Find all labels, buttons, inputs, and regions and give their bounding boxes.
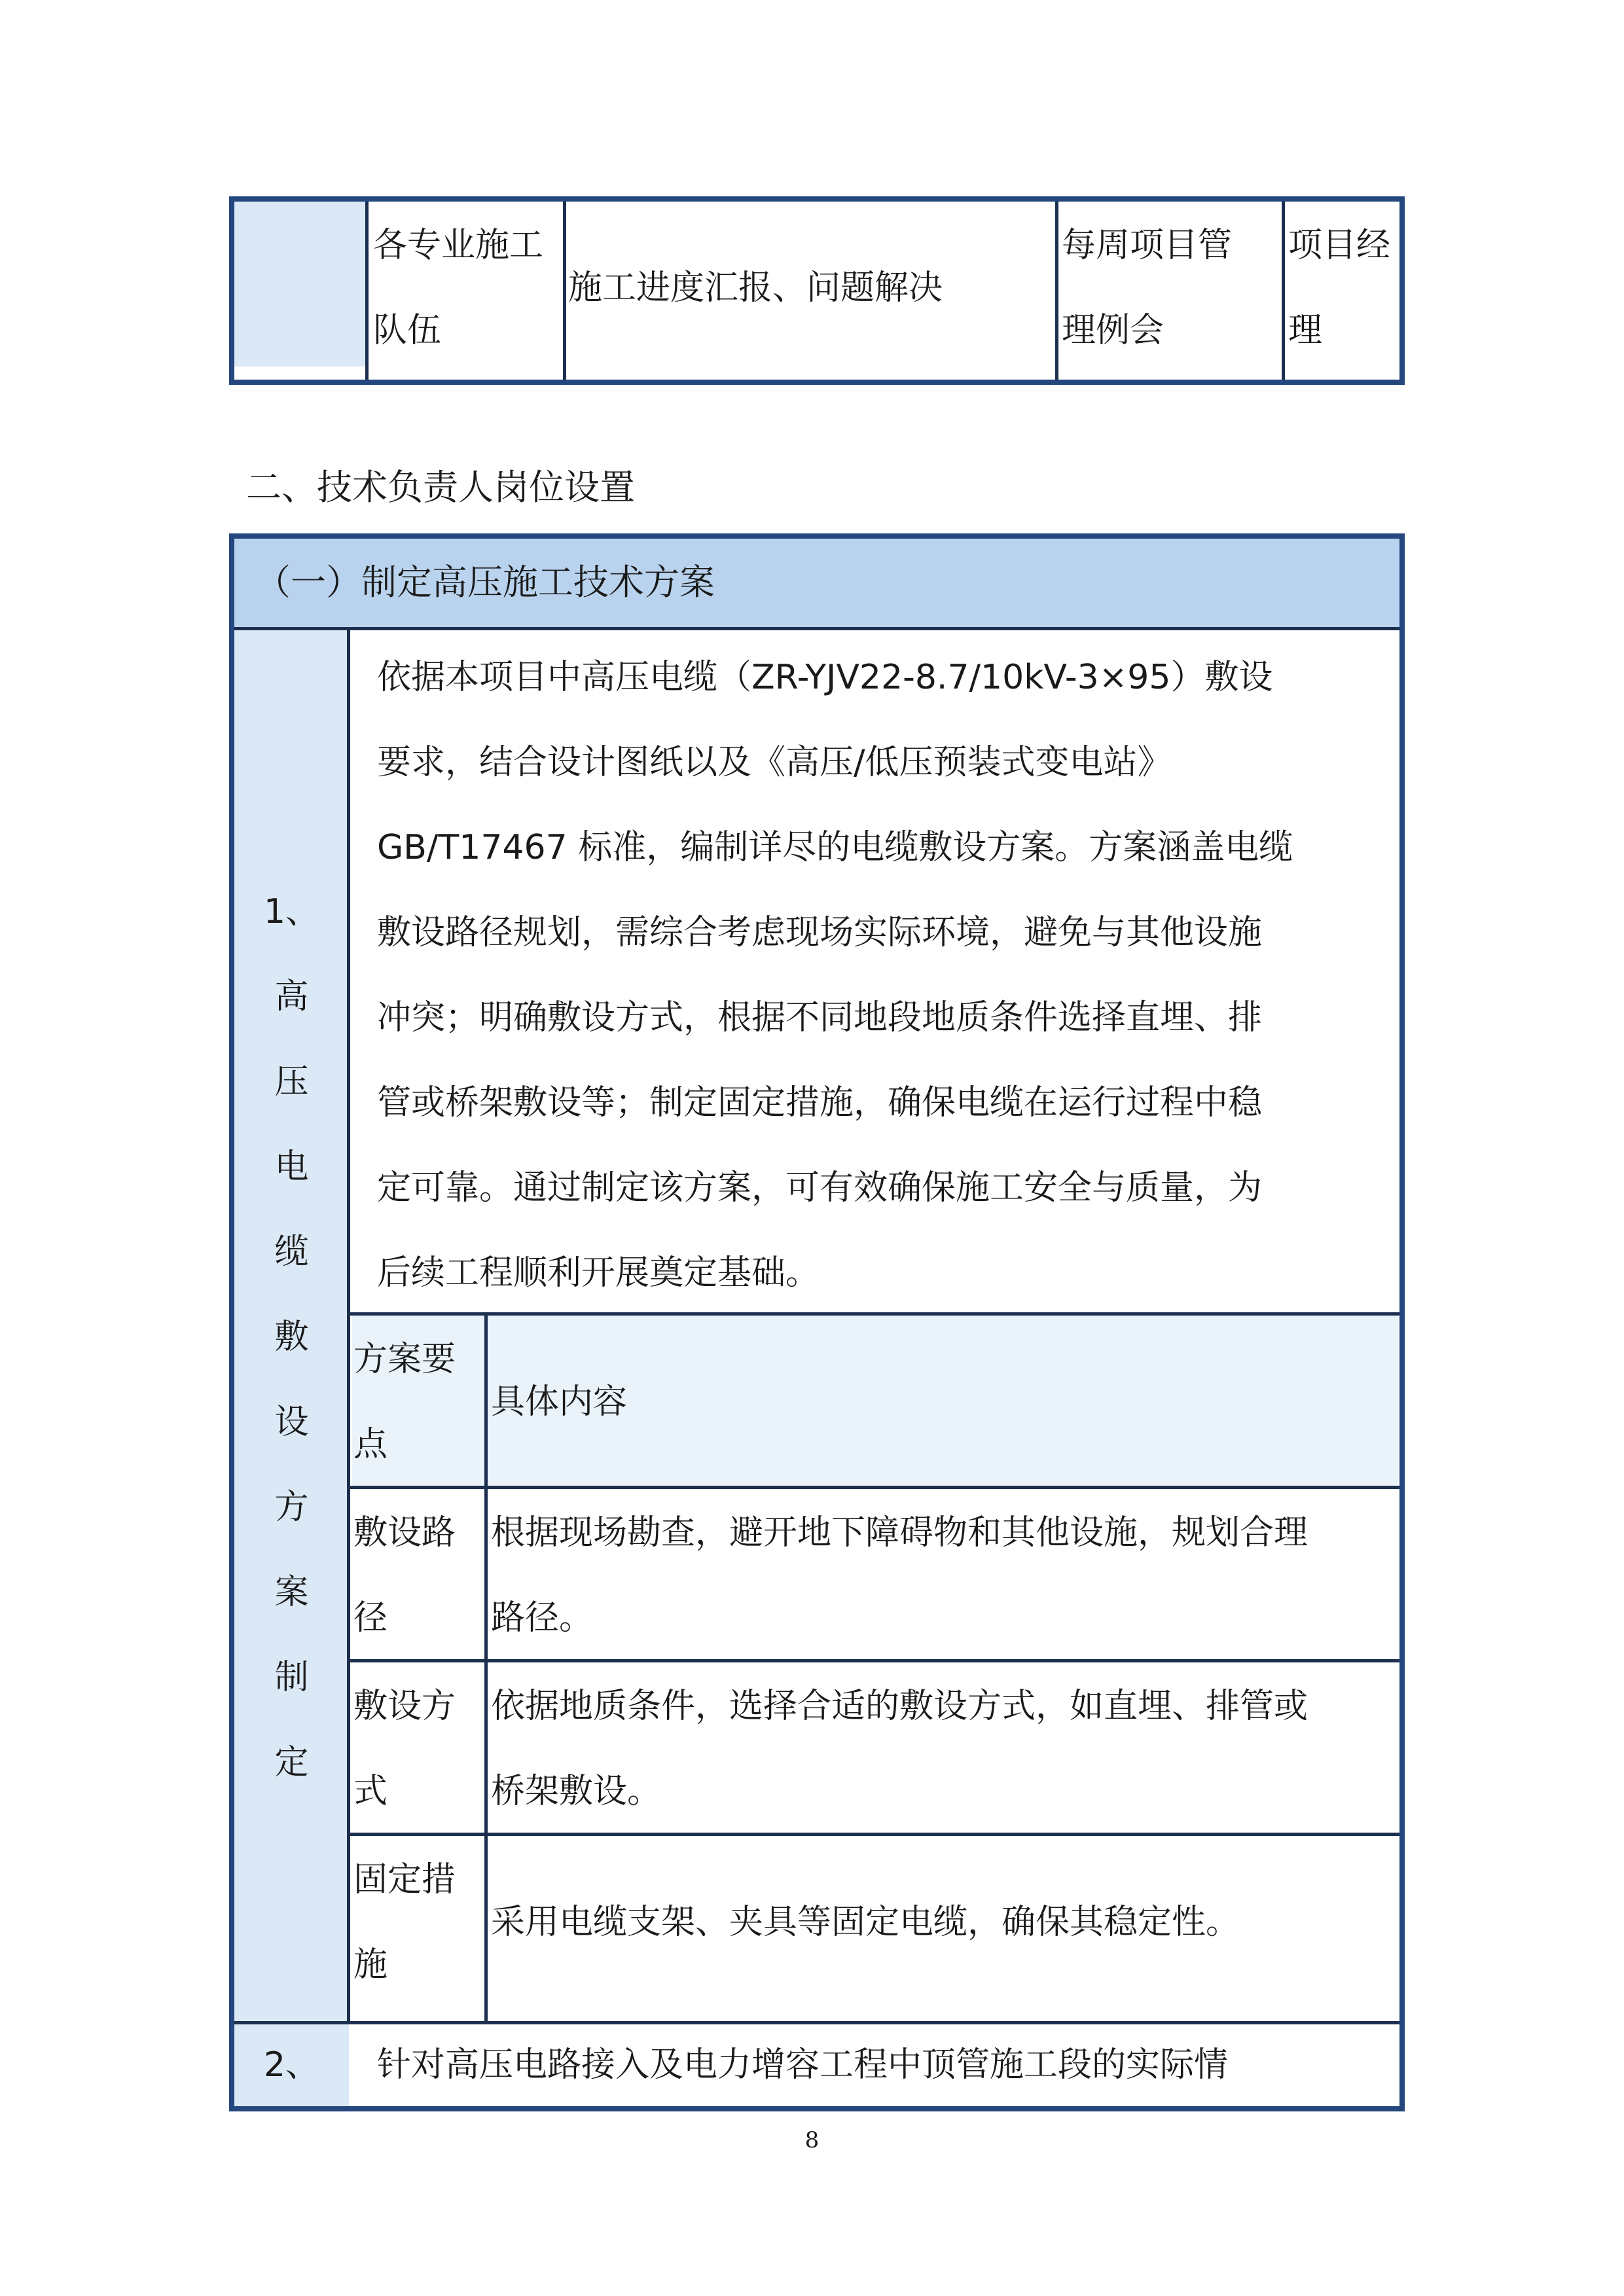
top-table [229, 196, 1405, 385]
owner-line-1: 项目经 [1288, 226, 1391, 265]
item1-label-char: 敷 [274, 1318, 309, 1357]
top-table-content-cell [568, 245, 1053, 331]
item1-label-char: 定 [274, 1743, 309, 1782]
paragraph-line: 定可靠。通过制定该方案，可有效确保施工安全与质量，为 [377, 1168, 1263, 1208]
subtable-header-key-line: 方案要 [353, 1340, 456, 1379]
paragraph-line: 敷设路径规划，需综合考虑现场实际环境，避免与其他设施 [377, 913, 1263, 952]
subtable-header-key [353, 1317, 484, 1487]
subtable-header-value: 具体内容 [491, 1382, 628, 1422]
paragraph-line: GB/T17467 标准，编制详尽的电缆敷设方案。方案涵盖电缆 [377, 828, 1293, 867]
item2-label: 2、 [263, 2045, 320, 2085]
subtable-row-key-line: 敷设路 [353, 1513, 456, 1552]
divider [234, 627, 1399, 630]
item1-label-char: 压 [274, 1062, 309, 1102]
divider [563, 202, 566, 380]
divider [484, 1312, 488, 2024]
divider [365, 202, 369, 380]
item1-label-char: 设 [274, 1403, 309, 1442]
item1-label-char: 电 [274, 1147, 309, 1187]
team-line-2: 队伍 [373, 311, 442, 350]
subtable-row-value-line: 路径。 [491, 1598, 594, 1638]
item1-label-char: 方 [274, 1488, 309, 1527]
subtable-header-key-line: 点 [353, 1425, 388, 1464]
subtable-row-key-line: 固定措 [353, 1860, 456, 1899]
subtable-row-key-line: 径 [353, 1598, 388, 1638]
item1-label [234, 869, 349, 1805]
content-text: 施工进度汇报、问题解决 [568, 268, 943, 308]
divider [1055, 202, 1058, 380]
subtable-row-key-line: 敷设方 [353, 1687, 456, 1726]
meeting-line-2: 理例会 [1062, 311, 1164, 350]
top-table-owner-cell [1288, 203, 1399, 373]
divider [1282, 202, 1285, 380]
page-number: 8 [804, 2127, 820, 2153]
divider [349, 1486, 1399, 1489]
meeting-line-1: 每周项目管 [1062, 226, 1233, 265]
subtable-row-value [491, 1880, 1401, 1965]
item1-paragraph [377, 635, 1398, 1316]
subtable-row-value [491, 1664, 1401, 1834]
paragraph-line: 冲突；明确敷设方式，根据不同地段地质条件选择直埋、排 [377, 998, 1263, 1037]
subtable-row-value-line: 采用电缆支架、夹具等固定电缆，确保其稳定性。 [491, 1903, 1240, 1942]
paragraph-line: 要求，结合设计图纸以及《高压/低压预装式变电站》 [377, 743, 1172, 782]
subtable-row-key-line: 式 [353, 1772, 388, 1811]
item1-label-char: 制 [274, 1658, 309, 1697]
team-line-1: 各专业施工 [373, 226, 544, 265]
paragraph-line: 管或桥架敷设等；制定固定措施，确保电缆在运行过程中稳 [377, 1083, 1263, 1122]
section-heading: 二、技术负责人岗位设置 [246, 467, 635, 508]
item1-label-char: 案 [274, 1573, 309, 1612]
subtable-row-value-line: 根据现场勘查，避开地下障碍物和其他设施，规划合理 [491, 1513, 1308, 1552]
subtable-row-value [491, 1490, 1401, 1660]
top-table-meeting-cell [1062, 203, 1282, 373]
owner-line-2: 理 [1288, 311, 1323, 350]
top-table-team-cell [373, 203, 563, 373]
subtable-row-value-line: 依据地质条件，选择合适的敷设方式，如直埋、排管或 [491, 1687, 1308, 1726]
item1-label-char: 高 [274, 977, 309, 1016]
subtable-row-key [353, 1490, 484, 1660]
item2-text: 针对高压电路接入及电力增容工程中顶管施工段的实际情 [377, 2045, 1229, 2085]
paragraph-line: 依据本项目中高压电缆（ZR-YJV22-8.7/10kV-3×95）敷设 [377, 658, 1273, 697]
subtable-row-key [353, 1664, 484, 1834]
paragraph-line: 后续工程顺利开展奠定基础。 [377, 1253, 820, 1293]
main-table [229, 533, 1405, 2111]
item1-label-char: 1、 [263, 892, 320, 931]
subtable-row-value-line: 桥架敷设。 [491, 1772, 662, 1811]
main-table-header-text: （一）制定高压施工技术方案 [255, 562, 715, 603]
subtable-row-key-line: 施 [353, 1945, 388, 1984]
subtable-row-key [353, 1837, 484, 2007]
item1-label-char: 缆 [274, 1232, 309, 1272]
